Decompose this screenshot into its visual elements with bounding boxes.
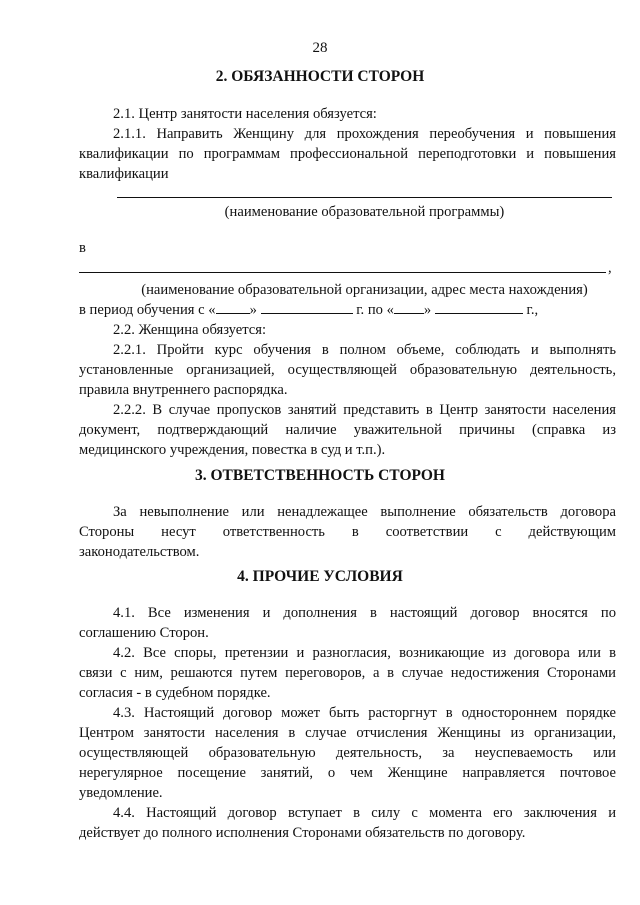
program-caption: (наименование образовательной программы) — [224, 204, 505, 220]
end-day-blank — [394, 300, 424, 314]
study-period-line — [79, 300, 616, 320]
organization-blank-line — [79, 272, 606, 273]
clause-2-2: 2.2. Женщина обязуется: — [113, 322, 267, 338]
clause-4-1-line: соглашению Сторон. — [79, 625, 209, 641]
end-month-blank — [435, 300, 523, 314]
start-month-blank — [261, 300, 353, 314]
quote-close: » — [249, 302, 257, 318]
clause-2-2-2-line: документ, подтверждающий наличие уважительной причины (справка из — [79, 422, 616, 438]
page-number: 28 — [312, 40, 328, 56]
in-label: в — [79, 240, 86, 256]
clause-2-1: 2.1. Центр занятости населения обязуется: — [113, 106, 377, 122]
clause-2-2-1-line: правила внутреннего распорядка. — [79, 382, 288, 398]
period-prefix: в период обучения с « — [79, 302, 216, 318]
section-2-title: 2. ОБЯЗАННОСТИ СТОРОН — [215, 68, 425, 85]
clause-2-1-1-line: 2.1.1. Направить Женщину для прохождения переобучения и повышения — [113, 126, 616, 142]
clause-4-1-line: 4.1. Все изменения и дополнения в настоящий договор вносятся по — [113, 605, 616, 621]
program-blank-line — [117, 197, 612, 198]
clause-4-3-line: нерегулярное посещение занятий, о чем Женщине направляется почтовое — [79, 765, 616, 781]
clause-2-2-2-line: медицинского учреждения, повестка в суд и т.п.). — [79, 442, 386, 458]
clause-2-2-1-line: 2.2.1. Пройти курс обучения в полном объеме, соблюдать и выполнять — [113, 342, 616, 358]
section-3-line: Стороны несут ответственность в соответствии с действующим — [79, 524, 616, 540]
clause-4-3-line: осуществляющей образовательную деятельность, за неуспеваемость или — [79, 745, 616, 761]
organization-caption: (наименование образовательной организации, адрес места нахождения) — [141, 282, 588, 298]
section-3-title: 3. ОТВЕТСТВЕННОСТЬ СТОРОН — [194, 467, 445, 484]
clause-4-3-line: Центром занятости населения в случае отчисления Женщины из организации, — [79, 725, 616, 741]
start-day-blank — [216, 300, 250, 314]
section-4-title: 4. ПРОЧИЕ УСЛОВИЯ — [237, 568, 403, 585]
clause-4-4-line: 4.4. Настоящий договор вступает в силу с момента его заключения и — [113, 805, 616, 821]
clause-4-2-line: 4.2. Все споры, претензии и разногласия, возникающие из договора или в — [113, 645, 616, 661]
period-to: г. по « — [356, 302, 394, 318]
year-end: г., — [526, 302, 539, 318]
section-3-line: За невыполнение или ненадлежащее выполнение обязательств договора — [113, 504, 616, 520]
clause-2-2-2-line: 2.2.2. В случае пропусков занятий представить в Центр занятости населения — [113, 402, 616, 418]
clause-4-3-line: уведомление. — [79, 785, 163, 801]
clause-4-3-line: 4.3. Настоящий договор может быть расторгнут в одностороннем порядке — [113, 705, 616, 721]
quote-close: » — [423, 302, 432, 318]
clause-2-1-1-line: квалификации — [79, 166, 169, 182]
section-3-line: законодательством. — [79, 544, 200, 560]
clause-2-2-1-line: установленные организацией, осуществляющей образовательную деятельность, — [79, 362, 616, 378]
organization-comma: , — [608, 260, 612, 276]
clause-4-4-line: действует до полного исполнения Сторонами обязательств по договору. — [79, 825, 526, 841]
clause-4-2-line: связи с ним, решаются путем переговоров, а в случае недостижения Сторонами — [79, 665, 616, 681]
clause-2-1-1-line: квалификации по программам профессиональной переподготовки и повышения — [79, 146, 616, 162]
clause-4-2-line: согласия - в судебном порядке. — [79, 685, 271, 701]
